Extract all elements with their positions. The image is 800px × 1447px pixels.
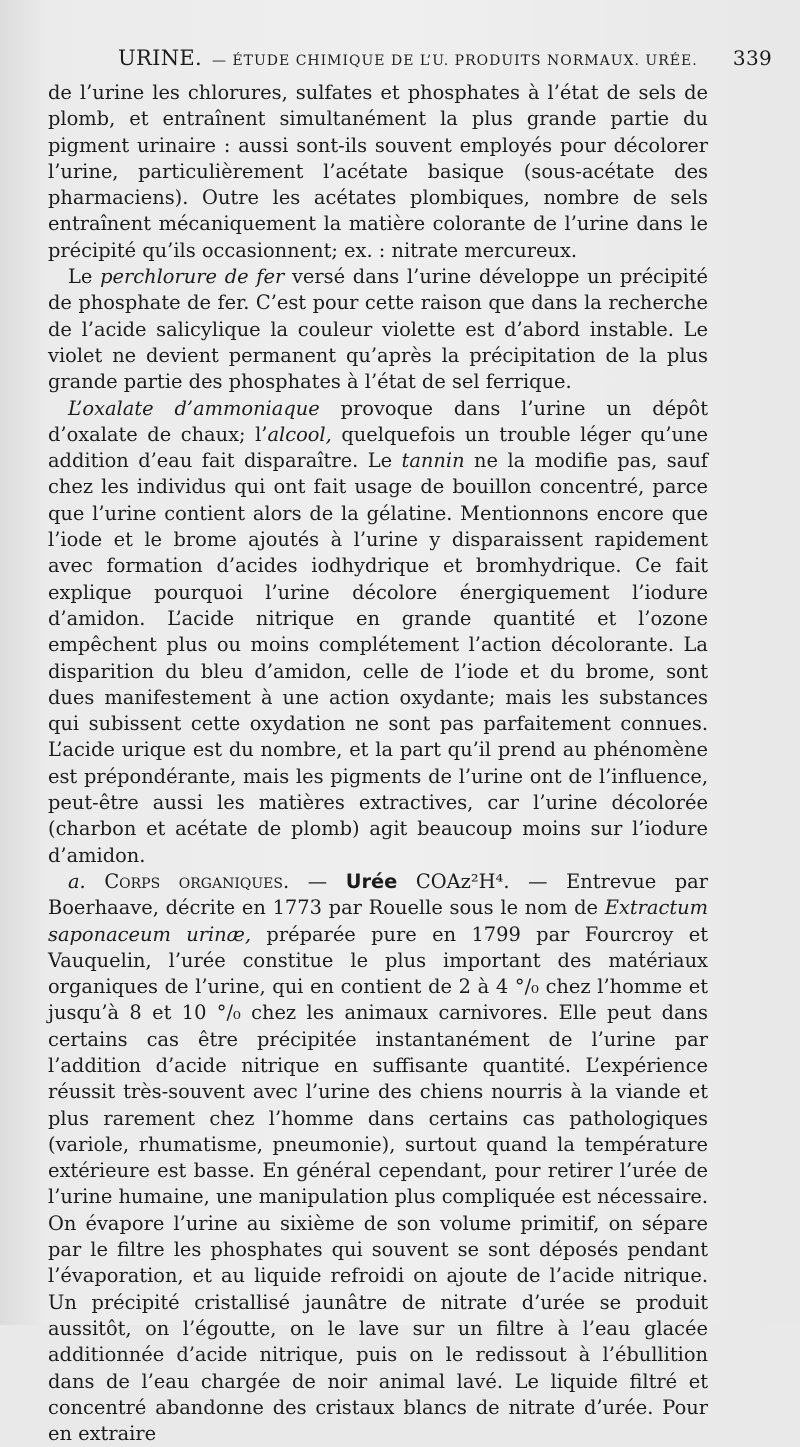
paragraph-4-text-1: — Entrevue par Boerhaave, décrite en 1773 par Rouelle sous le nom de xyxy=(48,869,708,920)
section-dash: — xyxy=(289,869,346,893)
paragraph-2-text: versé dans l’urine développe un précipité de phosphate de fer. C’est pour cette raison que dans la recherche de l’acide salicylique la couleur violette est d’abord instable. Le violet ne devient permanent qu’après la précipitation de la plus grande partie des phosphates à l’état de sel ferrique. xyxy=(48,265,708,394)
page-body xyxy=(48,80,708,1447)
paragraph-3-text-1: provoque dans l’urine un dépôt d’oxalate de chaux; l’ xyxy=(48,396,708,446)
term-perchlorure: perchlorure de fer xyxy=(100,265,285,289)
paragraph-2-lead: Le xyxy=(68,265,101,289)
latin-term: Extractum saponaceum urinæ, xyxy=(48,896,708,946)
formula: COAz²H⁴. xyxy=(397,869,510,893)
paragraph-1-text: de l’urine les chlorures, sulfates et phosphates à l’état de sels de plomb, et entraînent simultanément la plus grande partie du pigment urinaire : aussi sont-ils souvent employés pour décolorer l’urine, particulièrement l’acétate basique (sous-acétate des pharmaciens). Outre les acétates plombiques, nombre de sels entraînent mécaniquement la matière colorante de l’urine dans le précipité qu’ils occasionnent; ex. : nitrate mercureux. xyxy=(48,81,708,262)
page-number: 339 xyxy=(732,46,772,70)
running-head-title: URINE. xyxy=(118,46,202,70)
term-tannin: tannin xyxy=(401,449,465,473)
term-oxalate: L’oxalate d’ammoniaque xyxy=(68,396,320,420)
running-head xyxy=(118,46,772,70)
section-label: a. xyxy=(68,869,86,893)
paragraph-3 xyxy=(48,396,708,869)
paragraph-1 xyxy=(48,80,708,264)
running-head-subtitle: — ÉTUDE CHIMIQUE DE L’U. PRODUITS NORMAUX. URÉE. xyxy=(212,53,698,69)
paragraph-4 xyxy=(48,869,708,1447)
paragraph-4-text-2: préparée pure en 1799 par Fourcroy et Vauquelin, l’urée constitue le plus important des matériaux organiques de l’urine, qui en contient de 2 à 4 °/₀ chez l’homme et jusqu’à 8 et 10 °/₀ chez les animaux carnivores. Elle peut dans certains cas être précipitée instantanément de l’urine par l’addition d’acide nitrique en suffisante quantité. L’expérience réussit très-souvent avec l’urine des chiens nourris à la viande et plus rarement chez l’homme dans certains cas pathologiques (variole, rhumatisme, pneumonie), surtout quand la température extérieure est basse. En général cependant, pour retirer l’urée de l’urine humaine, une manipulation plus compliquée est nécessaire. On évapore l’urine au sixième de son volume primitif, on sépare par le filtre les phosphates qui souvent se sont déposés pendant l’évaporation, et au liquide refroidi on ajoute de l’acide nitrique. Un précipité cristallisé jaunâtre de nitrate d’urée se produit aussitôt, on l’égoutte, on le lave sur un filtre à l’eau glacée additionnée d’acide nitrique, puis on le redissout à l’ébullition dans de l’eau chargée de noir animal lavé. Le liquide filtré et concentré abandonne des cristaux blancs de nitrate d’urée. Pour en extraire xyxy=(48,922,709,1446)
heading-uree: Urée xyxy=(345,869,398,893)
section-title: Corps organiques. xyxy=(104,869,290,893)
paragraph-3-text-2: quelquefois un trouble léger qu’une addition d’eau fait disparaître. Le xyxy=(48,422,708,473)
paragraph-2 xyxy=(48,264,708,395)
term-alcool: alcool, xyxy=(267,422,332,446)
paragraph-3-text-3: ne la modifie pas, sauf chez les individus qui ont fait usage de bouillon concentré, parce que l’urine contient alors de la gélatine. Mentionnons encore que l’iode et le brome ajoutés à l’urine y disparaissent rapidement avec formation d’acides iodhydrique et bromhydrique. Ce fait explique pourquoi l’urine décolore énergiquement l’iodure d’amidon. L’acide nitrique en grande quantité et l’ozone empêchent plus ou moins complétement l’action décolorante. La disparition du bleu d’amidon, celle de l’iode et du brome, sont dues manifestement à une action oxydante; mais les substances qui subissent cette oxydation ne sont pas parfaitement connues. L’acide urique est du nombre, et la part qu’il prend au phénomène est prépondérante, mais les pigments de l’urine ont de l’influence, peut-être aussi les matières extractives, car l’urine décolorée (charbon et acétate de plomb) agit beaucoup moins sur l’iodure d’amidon. xyxy=(48,449,708,867)
